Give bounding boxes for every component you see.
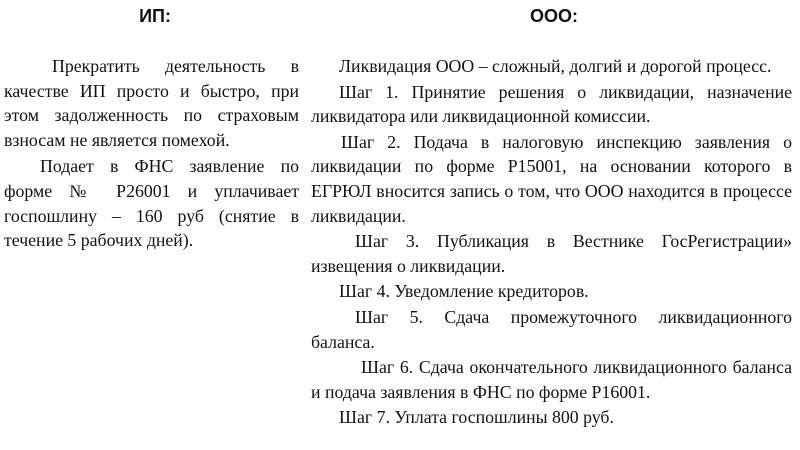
ooo-column bbox=[311, 54, 792, 430]
ooo-step-4: Шаг 4. Уведомление кредиторов. bbox=[339, 281, 589, 302]
ip-column bbox=[4, 54, 299, 253]
ooo-column-title: ООО: bbox=[530, 6, 578, 26]
ooo-step-6: Шаг 6. Сдача окончательного ликвидационного баланса и подача заявления в ФНС по форме Р16001. bbox=[311, 357, 792, 402]
ip-paragraph-closing: Прекратить деятельность в качестве ИП просто и быстро, при этом задолженность по страховым взносам не является помехой. bbox=[4, 56, 299, 150]
ooo-intro: Ликвидация ООО – сложный, долгий и дорогой процесс. bbox=[339, 56, 772, 76]
ip-paragraph-application: Подает в ФНС заявление по форме № Р26001 и уплачивает госпошлину – 160 руб (снятие в течение 5 рабочих дней). bbox=[4, 156, 299, 251]
ooo-step-1: Шаг 1. Принятие решения о ликвидации, назначение ликвидатора или ликвидационной комиссии. bbox=[311, 81, 792, 127]
ooo-step-2: Шаг 2. Подача в налоговую инспекцию заявления о ликвидации по форме Р15001, на основании которого в ЕГРЮЛ вносится запись о том, что ООО находится в процессе ликвидации. bbox=[311, 131, 792, 226]
ooo-step-5: Шаг 5. Сдача промежуточного ликвидационного баланса. bbox=[311, 306, 792, 352]
ip-column-title: ИП: bbox=[139, 6, 171, 26]
ooo-step-3: Шаг 3. Публикация в Вестнике ГосРегистрации» извещения о ликвидации. bbox=[311, 231, 792, 276]
ooo-step-7: Шаг 7. Уплата госпошлины 800 руб. bbox=[339, 407, 614, 428]
